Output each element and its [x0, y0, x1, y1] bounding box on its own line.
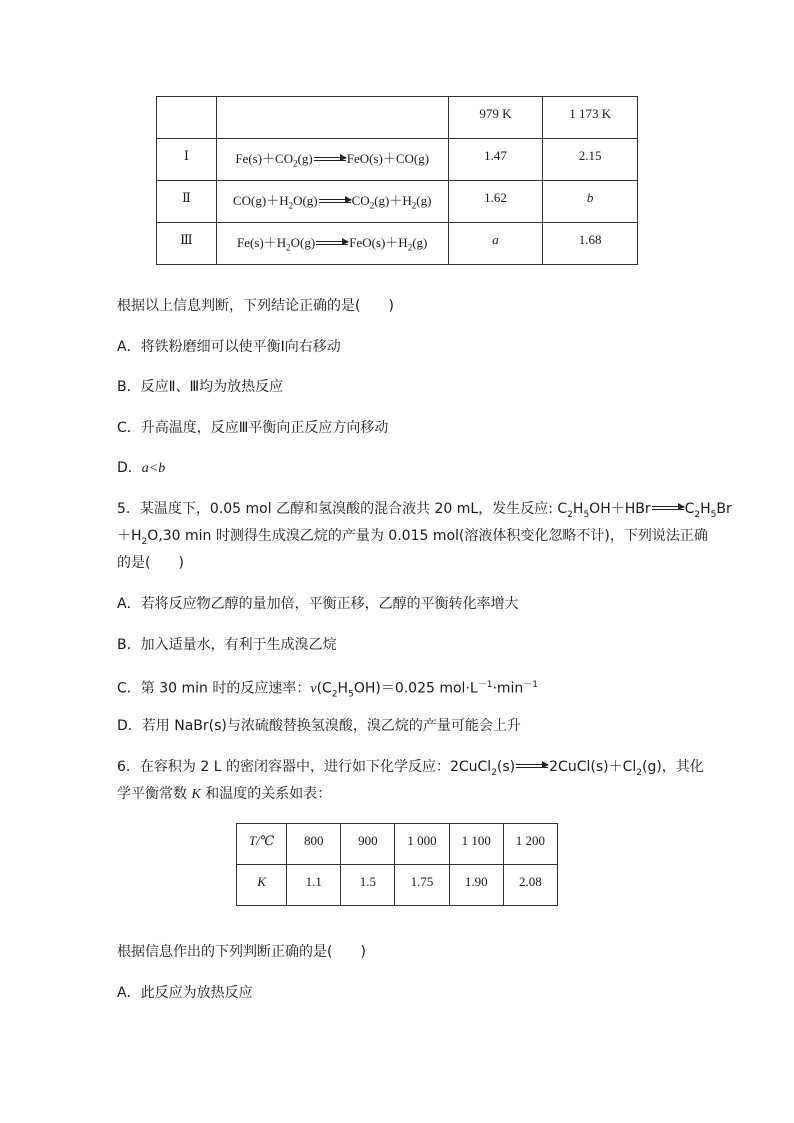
temperature-cell: 1 000 [395, 824, 449, 865]
table-row [157, 223, 638, 265]
table-header-cell: 1 173 K [543, 97, 638, 139]
equilibrium-constant-table [156, 96, 638, 265]
k-value-979: 1.62 [448, 181, 543, 223]
q4-stem: 根据以上信息判断，下列结论正确的是( ) [117, 298, 394, 314]
k-cell: 1.5 [341, 865, 395, 906]
equilibrium-arrow-icon [516, 763, 548, 771]
k-value-979: 1.47 [448, 139, 543, 181]
table-header-cell [157, 97, 217, 139]
temperature-label: T/℃ [237, 824, 287, 865]
table-row [237, 824, 558, 865]
q4-option-d: D．a<b [117, 460, 166, 476]
k-cell: 1.1 [287, 865, 341, 906]
reaction-equation: $CO(g)+H_2O(g)$ $CO_2(g)+H_2(g)$ [216, 181, 448, 223]
q5-stem-line3: 的是( ) [117, 555, 184, 571]
q5-option-c: C．第 30 min 时的反应速率：$v(C_2H_5OH)=0.025$ $mol\cdot L^{-1}\cdot\min^{-1}$ [117, 680, 539, 700]
temperature-cell: 900 [341, 824, 395, 865]
equilibrium-arrow-icon [316, 240, 348, 248]
reaction-equation: $Fe(s)+H_2O(g)$ $FeO(s)+H_2(g)$ [216, 223, 448, 265]
k-cell: 1.90 [449, 865, 503, 906]
table-header-cell: 979 K [448, 97, 543, 139]
k-value-1173: b [543, 181, 638, 223]
reaction-label: Ⅰ [157, 139, 217, 181]
k-cell: 1.75 [395, 865, 449, 906]
q4-option-a: A．将铁粉磨细可以使平衡Ⅰ向右移动 [117, 339, 341, 355]
table-row [157, 181, 638, 223]
reaction-equation: $Fe(s)+CO_2(g)$ FeO(s)＋CO(g) [216, 139, 448, 181]
temperature-cell: 1 100 [449, 824, 503, 865]
table-header-cell [216, 97, 448, 139]
k-label: K [237, 865, 287, 906]
q6-stem: 根据信息作出的下列判断正确的是( ) [117, 944, 366, 960]
table-header-row [157, 97, 638, 139]
equilibrium-arrow-icon [319, 198, 351, 206]
k-value-1173: 2.15 [543, 139, 638, 181]
q5-stem-line2: $+H_2O,30$ min 时测得生成溴乙烷的产量为 0.015 mol(溶液体积变化忽略不计)，下列说法正确 [117, 528, 708, 547]
equilibrium-arrow-icon [652, 505, 684, 513]
table-row [157, 139, 638, 181]
q5-option-a: A．若将反应物乙醇的量加倍，平衡正移，乙醇的平衡转化率增大 [117, 596, 519, 612]
q6-stem-line1: 6．在容积为 2 L 的密闭容器中，进行如下化学反应：2CuCl$_2$(s) $2CuCl(s)+Cl_2(g)$，其化 [117, 759, 704, 778]
q6-option-a: A．此反应为放热反应 [117, 985, 253, 1001]
temperature-cell: 800 [287, 824, 341, 865]
k-value-979: a [448, 223, 543, 265]
equilibrium-arrow-icon [314, 156, 346, 164]
q4-option-b: B．反应Ⅱ、Ⅲ均为放热反应 [117, 379, 284, 395]
reaction-label: Ⅱ [157, 181, 217, 223]
q5-option-d: D．若用 NaBr(s)与浓硫酸替换氢溴酸，溴乙烷的产量可能会上升 [117, 718, 521, 734]
q5-stem-line1: 5．某温度下，0.05 mol 乙醇和氢溴酸的混合液共 20 mL，发生反应: $C_2H_5OH+HBr$ $C_2H_5Br$ [117, 501, 732, 520]
k-value-1173: 1.68 [543, 223, 638, 265]
temperature-cell: 1 200 [503, 824, 557, 865]
q4-option-c: C．升高温度，反应Ⅲ平衡向正反应方向移动 [117, 420, 389, 436]
temperature-k-table [236, 823, 558, 906]
k-cell: 2.08 [503, 865, 557, 906]
q6-stem-line2: 学平衡常数 K 和温度的关系如表： [117, 786, 332, 802]
table-row [237, 865, 558, 906]
reaction-label: Ⅲ [157, 223, 217, 265]
q5-option-b: B．加入适量水，有利于生成溴乙烷 [117, 637, 337, 653]
